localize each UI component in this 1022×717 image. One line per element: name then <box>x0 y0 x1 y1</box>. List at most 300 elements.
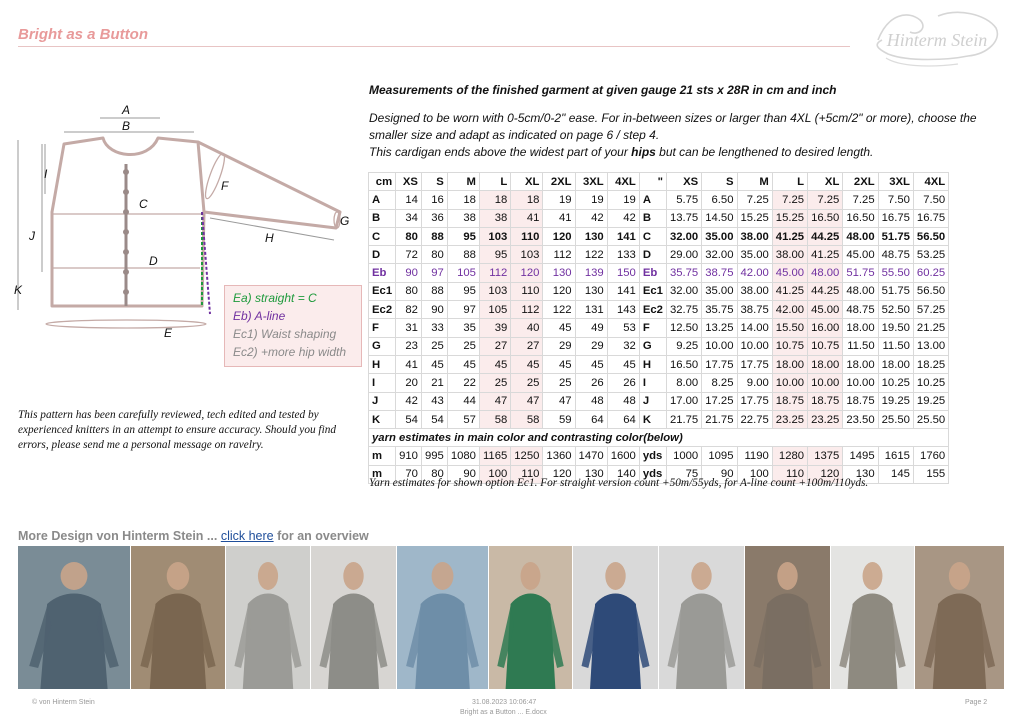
table-cell: 23.25 <box>772 410 807 428</box>
shaping-legend <box>224 285 362 367</box>
table-cell: 29.00 <box>666 246 701 264</box>
table-cell: 44.25 <box>808 282 843 300</box>
table-cell: 35.75 <box>666 264 701 282</box>
table-cell: H <box>369 355 396 373</box>
table-cell: 23.50 <box>843 410 878 428</box>
table-cell: 35.00 <box>702 282 737 300</box>
table-cell: 42.00 <box>737 264 772 282</box>
table-cell: 7.25 <box>772 191 807 209</box>
table-cell: F <box>369 319 396 337</box>
table-cell: 6.50 <box>702 191 737 209</box>
table-cell: 8.25 <box>702 374 737 392</box>
table-cell: 14.00 <box>737 319 772 337</box>
label-E: E <box>164 326 173 340</box>
table-cell: 16.50 <box>808 209 843 227</box>
yarn-heading: yarn estimates in main color and contrasting color(below) <box>369 429 949 447</box>
table-cell: 48.00 <box>808 264 843 282</box>
table-cell: 995 <box>421 447 447 465</box>
table-cell: 45.00 <box>808 301 843 319</box>
table-cell: 80 <box>396 282 422 300</box>
table-cell: K <box>369 410 396 428</box>
table-cell: 72 <box>396 246 422 264</box>
table-cell: 16 <box>421 191 447 209</box>
table-cell: 17.00 <box>666 392 701 410</box>
table-cell: 18.25 <box>913 355 948 373</box>
table-cell: 11.50 <box>843 337 878 355</box>
table-cell: 42.00 <box>772 301 807 319</box>
table-row <box>369 374 949 392</box>
table-cell: 16.00 <box>808 319 843 337</box>
table-row <box>369 301 949 319</box>
table-cell: 1250 <box>511 447 543 465</box>
table-cell: 48 <box>607 392 639 410</box>
table-cell: 38.75 <box>737 301 772 319</box>
table-cell: 39 <box>479 319 510 337</box>
table-cell: 1280 <box>772 447 807 465</box>
table-cell: 32.00 <box>666 227 701 245</box>
table-cell: 19 <box>607 191 639 209</box>
table-cell: 54 <box>421 410 447 428</box>
table-cell: 139 <box>575 264 607 282</box>
label-I: I <box>44 167 48 181</box>
table-cell: 90 <box>421 301 447 319</box>
table-row <box>369 410 949 428</box>
table-cell: 27 <box>511 337 543 355</box>
table-cell: 41.25 <box>772 227 807 245</box>
table-cell: 25 <box>447 337 479 355</box>
table-cell: 110 <box>511 282 543 300</box>
table-cell: 27 <box>479 337 510 355</box>
table-cell: 145 <box>878 465 913 483</box>
table-cell: 29 <box>543 337 575 355</box>
table-cell: 53.25 <box>913 246 948 264</box>
footer-page: Page 2 <box>965 699 988 706</box>
table-cell: 21.75 <box>666 410 701 428</box>
hinterm-stein-logo <box>868 6 1006 72</box>
table-row <box>369 209 949 227</box>
label-J: J <box>29 229 35 243</box>
document-title: Bright as a Button <box>18 26 148 43</box>
table-cell: 23 <box>396 337 422 355</box>
table-cell: 130 <box>843 465 878 483</box>
table-cell: 64 <box>607 410 639 428</box>
table-cell: 38.00 <box>772 246 807 264</box>
table-cell: 11.50 <box>878 337 913 355</box>
table-cell: 52.50 <box>878 301 913 319</box>
table-cell: 38.75 <box>702 264 737 282</box>
table-cell: 51.75 <box>878 282 913 300</box>
table-cell: 140 <box>607 465 639 483</box>
table-row <box>369 227 949 245</box>
table-cell: 18.00 <box>878 355 913 373</box>
table-cell: C <box>369 227 396 245</box>
table-cell: 120 <box>543 227 575 245</box>
table-cell: 14 <box>396 191 422 209</box>
more-designs-line: More Design von Hinterm Stein ... click here for an overview <box>18 529 369 543</box>
table-cell: 29 <box>575 337 607 355</box>
table-cell: 150 <box>607 264 639 282</box>
table-cell: 32.75 <box>666 301 701 319</box>
table-cell: 10.75 <box>772 337 807 355</box>
logo-text: Hinterm Stein <box>886 30 988 50</box>
table-cell: 120 <box>511 264 543 282</box>
table-cell: 18 <box>511 191 543 209</box>
table-cell: 130 <box>543 264 575 282</box>
table-cell: 26 <box>607 374 639 392</box>
table-cell: 51.75 <box>878 227 913 245</box>
title-rule <box>18 46 850 47</box>
table-cell: 48.00 <box>843 227 878 245</box>
table-cell: 1495 <box>843 447 878 465</box>
table-cell: 12.50 <box>666 319 701 337</box>
table-cell: 21.75 <box>702 410 737 428</box>
table-cell: 42 <box>575 209 607 227</box>
table-cell: 17.75 <box>702 355 737 373</box>
table-cell: 36 <box>421 209 447 227</box>
table-cell: 110 <box>511 465 543 483</box>
table-cell: 103 <box>479 227 510 245</box>
table-cell: S <box>702 173 737 191</box>
table-row <box>369 337 949 355</box>
table-cell: 120 <box>808 465 843 483</box>
intro-line-1: Designed to be worn with 0-5cm/0-2" ease. For in-between sizes or larger than 4XL (+5cm/2" or more), choose the smaller size and adapt as indicated on page 6 / step 4. <box>369 111 977 142</box>
table-cell: 22 <box>447 374 479 392</box>
table-cell: 7.25 <box>843 191 878 209</box>
table-cell: 51.75 <box>843 264 878 282</box>
table-cell: 25.50 <box>878 410 913 428</box>
table-cell: 48 <box>575 392 607 410</box>
table-cell: J <box>639 392 666 410</box>
table-cell: 48.75 <box>878 246 913 264</box>
table-cell: cm <box>369 173 396 191</box>
table-cell: 47 <box>511 392 543 410</box>
table-cell: 17.75 <box>737 392 772 410</box>
table-cell: 38.00 <box>737 282 772 300</box>
table-cell: 56.50 <box>913 282 948 300</box>
table-cell: 10.00 <box>737 337 772 355</box>
table-cell: 7.50 <box>913 191 948 209</box>
table-cell: 1760 <box>913 447 948 465</box>
table-cell: Ec1 <box>639 282 666 300</box>
table-cell: 38.00 <box>737 227 772 245</box>
table-cell: Eb <box>639 264 666 282</box>
table-cell: 10.75 <box>808 337 843 355</box>
table-cell: 58 <box>511 410 543 428</box>
table-cell: " <box>639 173 666 191</box>
table-cell: 45 <box>447 355 479 373</box>
table-cell: 34 <box>396 209 422 227</box>
photo-8 <box>659 546 744 689</box>
table-cell: 88 <box>447 246 479 264</box>
yarn-row <box>369 447 949 465</box>
table-cell: I <box>639 374 666 392</box>
table-cell: 13.25 <box>702 319 737 337</box>
table-cell: 10.25 <box>913 374 948 392</box>
table-cell: 41 <box>511 209 543 227</box>
table-row <box>369 355 949 373</box>
label-D: D <box>149 254 158 268</box>
table-cell: 45 <box>479 355 510 373</box>
table-cell: 18.75 <box>843 392 878 410</box>
label-K: K <box>14 283 23 297</box>
table-cell: 97 <box>447 301 479 319</box>
table-cell: 58 <box>479 410 510 428</box>
table-cell: 53 <box>607 319 639 337</box>
table-cell: 18.00 <box>772 355 807 373</box>
table-cell: 122 <box>543 301 575 319</box>
table-cell: 18.00 <box>843 355 878 373</box>
table-cell: 32 <box>607 337 639 355</box>
table-cell: 110 <box>511 227 543 245</box>
table-cell: 14.50 <box>702 209 737 227</box>
table-cell: 41 <box>543 209 575 227</box>
table-cell: 64 <box>575 410 607 428</box>
photo-2 <box>131 546 225 689</box>
measurements-table <box>368 172 949 484</box>
table-cell: 42 <box>607 209 639 227</box>
photo-1 <box>18 546 130 689</box>
intro-text <box>369 110 1009 161</box>
table-cell: 100 <box>479 465 510 483</box>
table-cell: XL <box>511 173 543 191</box>
hips-emphasis: hips <box>631 145 656 159</box>
photo-3 <box>226 546 310 689</box>
yarn-estimate-note: Yarn estimates for shown option Ec1. For straight version count +50m/55yds, for A-line count +100m/110yds. <box>369 477 869 489</box>
table-cell: 10.25 <box>878 374 913 392</box>
table-cell: 19 <box>575 191 607 209</box>
table-cell: 48.75 <box>843 301 878 319</box>
table-cell: 13.75 <box>666 209 701 227</box>
table-cell: 16.50 <box>843 209 878 227</box>
table-cell: 17.25 <box>702 392 737 410</box>
legend-waist-shaping: Ec1) Waist shaping <box>233 327 337 341</box>
table-cell: 45 <box>607 355 639 373</box>
label-C: C <box>139 197 148 211</box>
footer-copyright: © von Hinterm Stein <box>32 699 95 706</box>
table-cell: 1615 <box>878 447 913 465</box>
table-cell: 112 <box>543 246 575 264</box>
table-cell: 31 <box>396 319 422 337</box>
table-cell: 13.00 <box>913 337 948 355</box>
table-cell: L <box>772 173 807 191</box>
table-cell: 48.00 <box>843 282 878 300</box>
table-cell: 41.25 <box>808 246 843 264</box>
table-cell: 45 <box>511 355 543 373</box>
table-cell: 35 <box>447 319 479 337</box>
intro-line-2: This cardigan ends above the widest part of your hips but can be lengthened to desired length. <box>369 145 874 159</box>
footer-filename: Bright as a Button ... E.docx <box>460 709 547 716</box>
table-cell: Eb <box>369 264 396 282</box>
table-cell: 60.25 <box>913 264 948 282</box>
table-cell: L <box>479 173 510 191</box>
table-cell: 80 <box>421 246 447 264</box>
table-cell: 10.00 <box>702 337 737 355</box>
table-cell: 55.50 <box>878 264 913 282</box>
table-cell: 15.25 <box>772 209 807 227</box>
table-cell: 18.00 <box>843 319 878 337</box>
table-cell: 1360 <box>543 447 575 465</box>
table-cell: 22.75 <box>737 410 772 428</box>
table-cell: 133 <box>607 246 639 264</box>
sleeve-outline <box>198 142 340 228</box>
table-cell: 75 <box>666 465 701 483</box>
table-cell: 8.00 <box>666 374 701 392</box>
table-cell: 130 <box>575 227 607 245</box>
photo-5 <box>397 546 488 689</box>
table-cell: m <box>369 465 396 483</box>
table-cell: 49 <box>575 319 607 337</box>
table-cell: 45.00 <box>772 264 807 282</box>
table-row <box>369 246 949 264</box>
table-cell: 105 <box>447 264 479 282</box>
table-cell: M <box>737 173 772 191</box>
table-cell: 110 <box>772 465 807 483</box>
label-A: A <box>122 103 131 117</box>
table-cell: 15.25 <box>737 209 772 227</box>
table-cell: 16.50 <box>666 355 701 373</box>
table-cell: 57 <box>447 410 479 428</box>
table-cell: 32.00 <box>666 282 701 300</box>
table-cell: C <box>639 227 666 245</box>
table-cell: 1095 <box>702 447 737 465</box>
table-cell: 59 <box>543 410 575 428</box>
table-cell: 23.25 <box>808 410 843 428</box>
table-cell: 35.75 <box>702 301 737 319</box>
table-row <box>369 264 949 282</box>
table-cell: 19 <box>543 191 575 209</box>
table-cell: 141 <box>607 227 639 245</box>
table-cell: yds <box>639 447 666 465</box>
table-cell: 10.00 <box>808 374 843 392</box>
table-cell: D <box>369 246 396 264</box>
table-cell: 9.25 <box>666 337 701 355</box>
table-cell: B <box>639 209 666 227</box>
table-cell: 112 <box>511 301 543 319</box>
label-F: F <box>221 179 229 193</box>
table-cell: 90 <box>702 465 737 483</box>
table-cell: 43 <box>421 392 447 410</box>
table-cell: 130 <box>575 465 607 483</box>
table-cell: 97 <box>421 264 447 282</box>
footer-date: 31.08.2023 10:06:47 <box>472 699 537 706</box>
table-cell: 45 <box>421 355 447 373</box>
table-cell: G <box>369 337 396 355</box>
table-cell: 16.75 <box>878 209 913 227</box>
table-cell: 100 <box>737 465 772 483</box>
table-cell: 18 <box>479 191 510 209</box>
table-cell: 1190 <box>737 447 772 465</box>
table-cell: 45.00 <box>843 246 878 264</box>
table-cell: 54 <box>396 410 422 428</box>
table-cell: 56.50 <box>913 227 948 245</box>
table-cell: m <box>369 447 396 465</box>
table-row <box>369 392 949 410</box>
table-cell: 120 <box>543 465 575 483</box>
table-cell: 120 <box>543 282 575 300</box>
table-cell: A <box>639 191 666 209</box>
table-cell: 18.00 <box>808 355 843 373</box>
table-cell: J <box>369 392 396 410</box>
table-cell: 90 <box>447 465 479 483</box>
table-cell: 1375 <box>808 447 843 465</box>
table-cell: 70 <box>396 465 422 483</box>
cardigan-outline <box>52 138 204 306</box>
table-cell: 18.75 <box>772 392 807 410</box>
table-cell: Ec1 <box>369 282 396 300</box>
table-row <box>369 282 949 300</box>
table-cell: 1165 <box>479 447 510 465</box>
table-cell: 80 <box>421 465 447 483</box>
table-cell: 1470 <box>575 447 607 465</box>
table-cell: 88 <box>421 227 447 245</box>
table-cell: XL <box>808 173 843 191</box>
table-cell: 45 <box>543 319 575 337</box>
table-cell: D <box>639 246 666 264</box>
table-cell: 4XL <box>913 173 948 191</box>
table-cell: 95 <box>447 227 479 245</box>
table-cell: 910 <box>396 447 422 465</box>
table-cell: 18.75 <box>808 392 843 410</box>
table-header-row <box>369 173 949 191</box>
table-cell: 105 <box>479 301 510 319</box>
table-cell: 19.25 <box>913 392 948 410</box>
table-cell: 42 <box>396 392 422 410</box>
photo-9 <box>745 546 830 689</box>
table-cell: 95 <box>479 246 510 264</box>
table-cell: 122 <box>575 246 607 264</box>
table-cell: 7.25 <box>737 191 772 209</box>
table-cell: 103 <box>479 282 510 300</box>
table-cell: 33 <box>421 319 447 337</box>
table-cell: 18 <box>447 191 479 209</box>
table-cell: 15.50 <box>772 319 807 337</box>
table-cell: S <box>421 173 447 191</box>
table-cell: 25 <box>543 374 575 392</box>
table-cell: 44.25 <box>808 227 843 245</box>
table-cell: 3XL <box>878 173 913 191</box>
table-cell: Ec2 <box>369 301 396 319</box>
table-cell: 41 <box>396 355 422 373</box>
table-row <box>369 319 949 337</box>
photo-7 <box>573 546 658 689</box>
table-cell: 5.75 <box>666 191 701 209</box>
table-cell: 10.00 <box>843 374 878 392</box>
table-cell: 10.00 <box>772 374 807 392</box>
legend-hip-width: Ec2) +more hip width <box>233 345 347 359</box>
table-cell: 57.25 <box>913 301 948 319</box>
table-cell: 1600 <box>607 447 639 465</box>
table-cell: 47 <box>543 392 575 410</box>
overview-link[interactable]: click here <box>220 529 274 543</box>
table-cell: 88 <box>421 282 447 300</box>
table-cell: Ec2 <box>639 301 666 319</box>
table-cell: K <box>639 410 666 428</box>
table-cell: 9.00 <box>737 374 772 392</box>
table-cell: 7.50 <box>878 191 913 209</box>
table-cell: 131 <box>575 301 607 319</box>
table-cell: B <box>369 209 396 227</box>
table-cell: 32.00 <box>702 246 737 264</box>
table-cell: 45 <box>575 355 607 373</box>
table-cell: 44 <box>447 392 479 410</box>
table-cell: 1080 <box>447 447 479 465</box>
table-cell: 38 <box>447 209 479 227</box>
table-cell: 141 <box>607 282 639 300</box>
table-cell: yds <box>639 465 666 483</box>
legend-straight: Ea) straight = C <box>233 291 317 305</box>
photo-4 <box>311 546 396 689</box>
table-cell: I <box>369 374 396 392</box>
